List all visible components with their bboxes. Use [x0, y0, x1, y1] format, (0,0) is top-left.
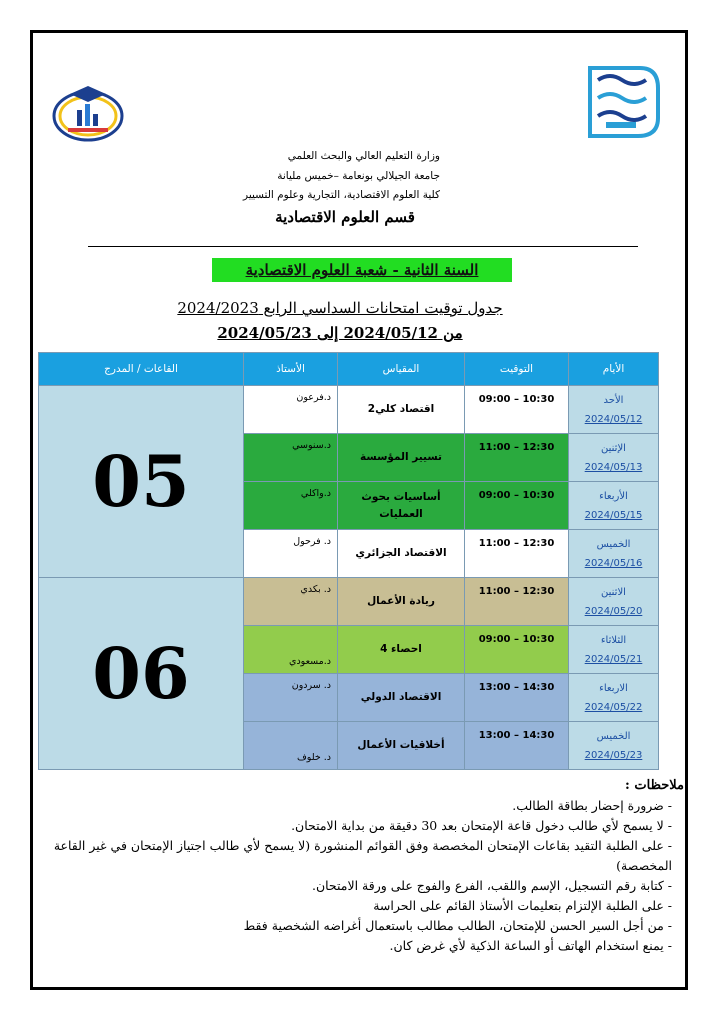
day-date: 2024/05/20	[584, 605, 643, 617]
note-item: - لا يسمح لأي طالب دخول قاعة الإمتحان بعد 30 دقيقة من بداية الامتحان.	[52, 816, 672, 836]
day-cell	[569, 386, 659, 434]
time-cell: 11:00 – 12:30	[465, 434, 569, 482]
date-range: من 2024/05/12 إلى 2024/05/23	[217, 324, 463, 342]
university-logo	[580, 58, 666, 142]
day-cell	[569, 578, 659, 626]
module-cell: تسيير المؤسسة	[338, 434, 465, 482]
col-time: التوقيت	[465, 353, 569, 386]
professor-cell: د. بكدي	[244, 578, 338, 626]
time-cell: 09:00 – 10:30	[465, 482, 569, 530]
day-name: الخميس	[596, 730, 631, 742]
day-name: الأحد	[603, 394, 624, 406]
time-cell: 11:00 – 12:30	[465, 578, 569, 626]
time-cell: 13:00 – 14:30	[465, 722, 569, 770]
day-cell	[569, 722, 659, 770]
day-name: الأربعاء	[599, 490, 628, 502]
time-cell: 13:00 – 14:30	[465, 674, 569, 722]
professor-cell: د.فرعون	[244, 386, 338, 434]
day-name: الاربعاء	[599, 682, 628, 694]
module-cell: الاقتصاد الدولي	[338, 674, 465, 722]
module-cell: الاقتصاد الجزائري	[338, 530, 465, 578]
day-date: 2024/05/12	[584, 413, 643, 425]
day-cell	[569, 434, 659, 482]
day-date: 2024/05/15	[584, 509, 643, 521]
note-item: - على الطلبة الإلتزام بتعليمات الأستاذ القائم على الحراسة	[52, 896, 672, 916]
note-item: - ضرورة إحضار بطاقة الطالب.	[52, 796, 672, 816]
room-cell	[39, 386, 244, 578]
table-row	[39, 386, 659, 434]
day-cell	[569, 530, 659, 578]
module-cell: احصاء 4	[338, 626, 465, 674]
day-cell	[569, 626, 659, 674]
module-cell: أخلاقيات الأعمال	[338, 722, 465, 770]
ministry-name: وزارة التعليم العالي والبحث العلمي	[287, 150, 440, 162]
header-divider	[88, 246, 638, 247]
time-cell: 09:00 – 10:30	[465, 386, 569, 434]
day-cell	[569, 482, 659, 530]
module-cell: اقتصاد كلي2	[338, 386, 465, 434]
day-name: الثلاثاء	[600, 634, 627, 646]
table-row	[39, 578, 659, 626]
professor-cell: د. فرحول	[244, 530, 338, 578]
day-name: الخميس	[596, 538, 631, 550]
day-date: 2024/05/23	[584, 749, 643, 761]
note-item: - من أجل السير الحسن للإمتحان، الطالب مطالب باستعمال أغراضه الشخصية فقط	[52, 916, 672, 936]
module-cell: ريادة الأعمال	[338, 578, 465, 626]
note-item: - كتابة رقم التسجيل، الإسم واللقب، الفرع والفوج على ورقة الامتحان.	[52, 876, 672, 896]
professor-cell: د. سردون	[244, 674, 338, 722]
day-name: الإثنين	[601, 442, 626, 454]
professor-cell: د.مسعودي	[244, 626, 338, 674]
col-days: الأيام	[569, 353, 659, 386]
faculty-logo	[50, 80, 126, 144]
faculty-name: كلية العلوم الاقتصادية، التجارية وعلوم التسيير	[243, 189, 440, 201]
room-number: 05	[92, 439, 190, 523]
col-rooms: القاعات / المدرج	[39, 353, 244, 386]
day-date: 2024/05/22	[584, 701, 643, 713]
room-number: 06	[92, 631, 190, 715]
professor-cell: د. خلوف	[244, 722, 338, 770]
level-banner: السنة الثانية - شعبة العلوم الاقتصادية	[212, 258, 512, 282]
day-date: 2024/05/13	[584, 461, 643, 473]
day-date: 2024/05/21	[584, 653, 643, 665]
note-item: - على الطلبة التقيد بقاعات الإمتحان المخصصة وفق القوائم المنشورة (لا يسمح لأي طالب اجتياز الإمتحان في غير القاعة المخصصة)	[52, 836, 672, 876]
time-cell: 11:00 – 12:30	[465, 530, 569, 578]
time-cell: 09:00 – 10:30	[465, 626, 569, 674]
day-date: 2024/05/16	[584, 557, 643, 569]
notes-list	[52, 796, 672, 956]
professor-cell: د.سنوسي	[244, 434, 338, 482]
notes-title: ملاحظات :	[625, 778, 684, 793]
schedule-title: جدول توقيت امتحانات السداسي الرابع 2024/2023	[177, 299, 503, 317]
note-item: - يمنع استخدام الهاتف أو الساعة الذكية لأي غرض كان.	[52, 936, 672, 956]
room-cell	[39, 578, 244, 770]
table-header-row	[39, 353, 659, 386]
day-name: الاثنين	[601, 586, 626, 598]
col-professor: الأستاذ	[244, 353, 338, 386]
university-name: جامعة الجيلالي بونعامة –خميس مليانة	[277, 170, 440, 182]
exam-schedule-table	[38, 352, 659, 770]
professor-cell: د.واكلي	[244, 482, 338, 530]
day-cell	[569, 674, 659, 722]
col-module: المقياس	[338, 353, 465, 386]
department-name: قسم العلوم الاقتصادية	[275, 208, 415, 226]
module-cell: أساسيات بحوث العمليات	[338, 482, 465, 530]
